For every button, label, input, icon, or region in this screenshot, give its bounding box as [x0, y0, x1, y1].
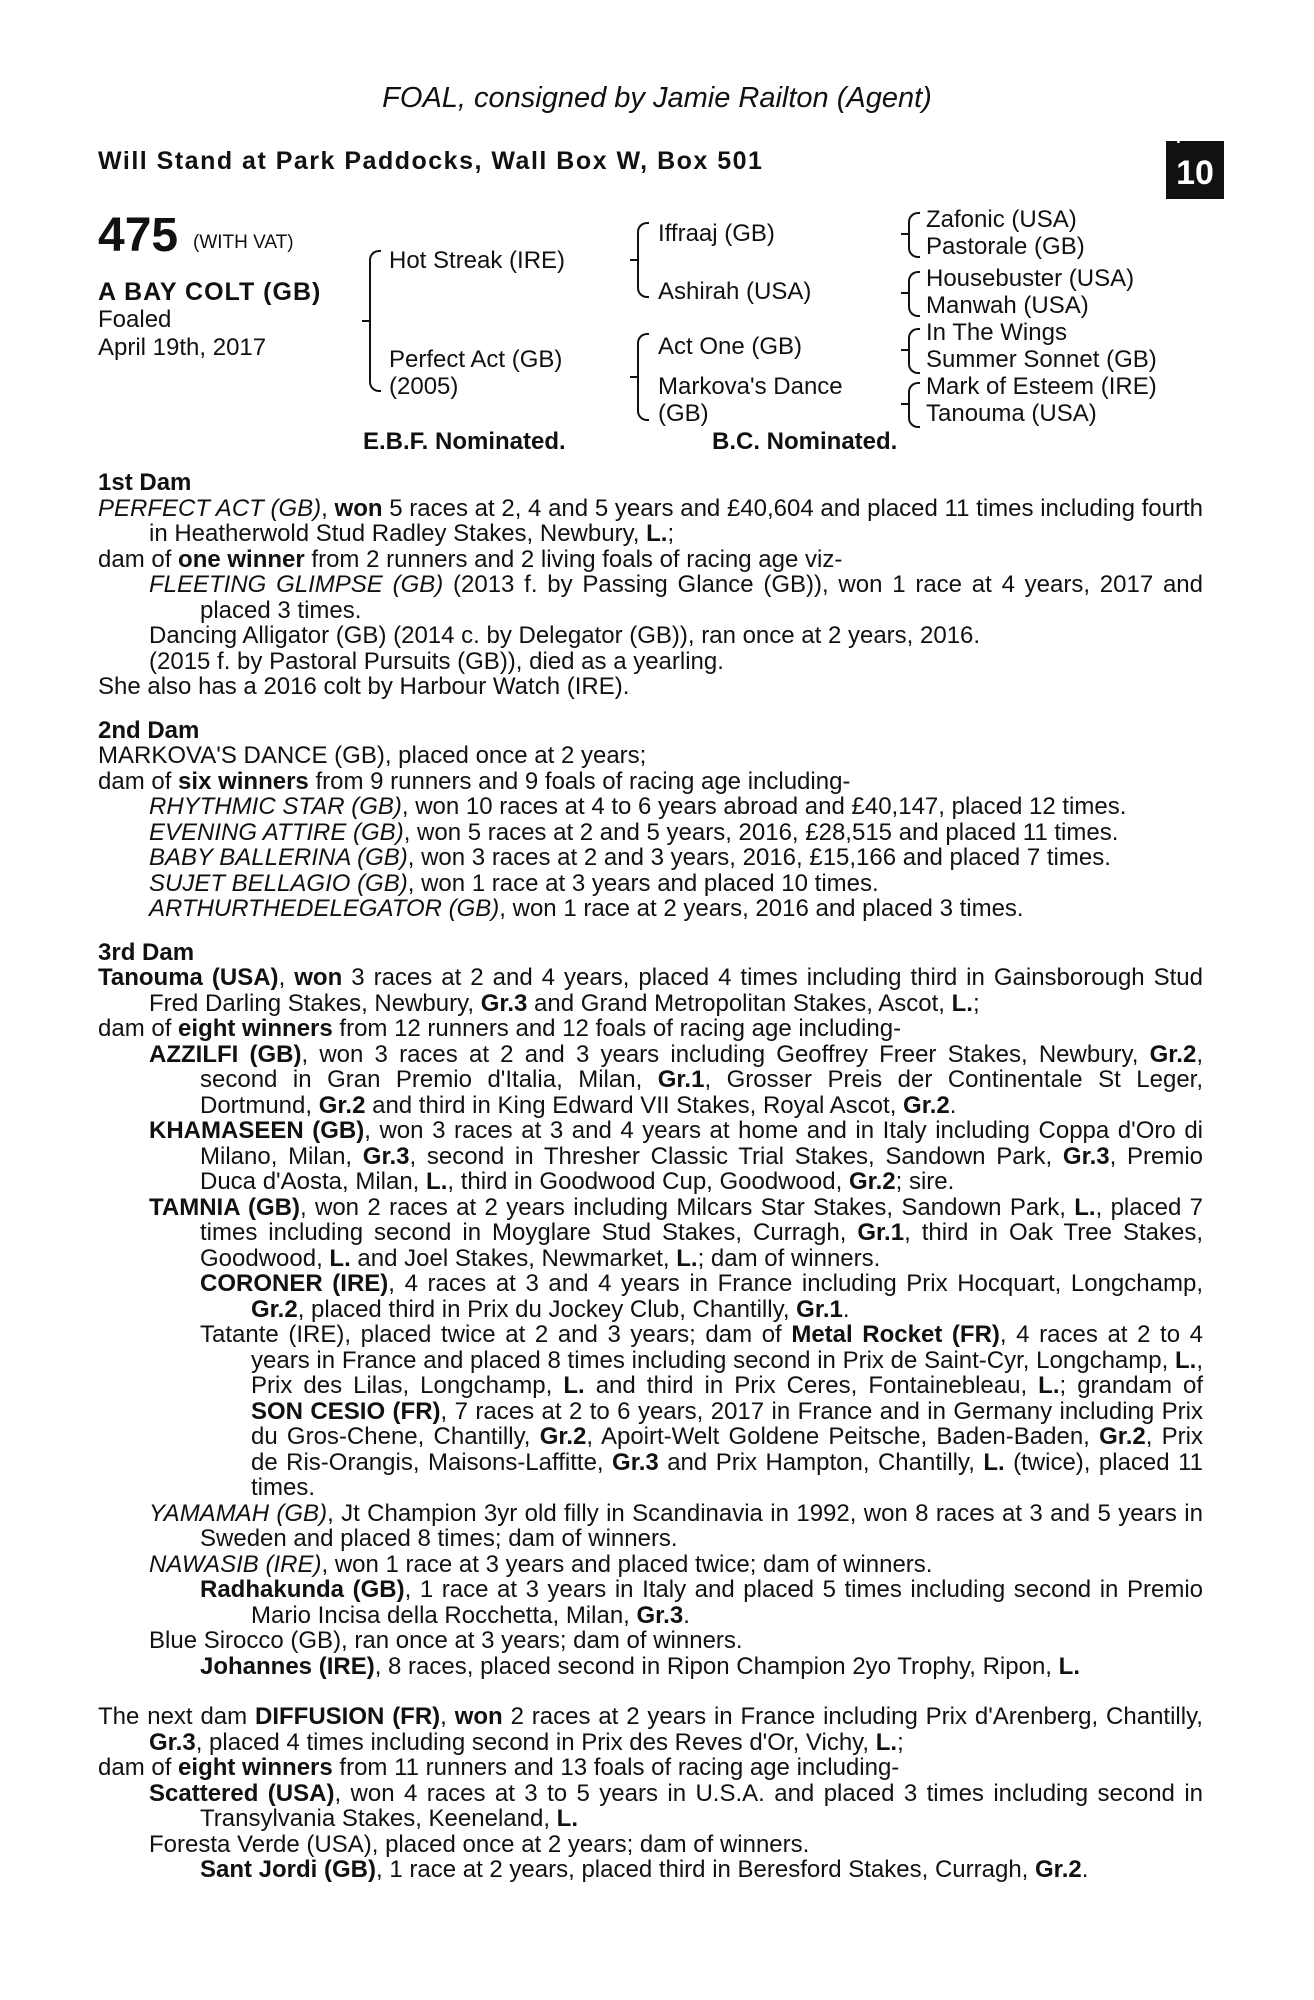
foaled-label: Foaled [98, 306, 172, 333]
lot-number: 475 [98, 209, 179, 262]
lot-badge [1166, 125, 1224, 199]
pedigree-g3: Housebuster (USA) [926, 265, 1135, 292]
produce-rhythmic-star: RHYTHMIC STAR (GB), won 10 races at 4 to 6 years abroad and £40,147, placed 12 times. [149, 793, 1127, 820]
produce-fleeting-glimpse: FLEETING GLIMPSE (GB) (2013 f. by Passing Glance (GB)), won 1 race at 4 years, 2017 and placed 3 times. [149, 571, 1203, 624]
produce-khamaseen: KHAMASEEN (GB), won 3 races at 3 and 4 years at home and in Italy including Coppa d'Oro di Milano, Milan, Gr.3, second in Thresher Classic Trial Stakes, Sandown Park, Gr.3, Premio Duca d'Aosta, Milan, L., third in Goodwood Cup, Goodwood, Gr.2; sire. [149, 1117, 1204, 1195]
produce-radhakunda: Radhakunda (GB), 1 race at 3 years in Italy and placed 5 times including second in Premio Mario Incisa della Rocchetta, Milan, Gr.3. [200, 1576, 1203, 1629]
pedigree-brace-g56 [908, 328, 920, 374]
second-dam-record: MARKOVA'S DANCE (GB), placed once at 2 years; [98, 742, 647, 769]
pedigree-brace-g34 [908, 271, 920, 317]
produce-tamnia: TAMNIA (GB), won 2 races at 2 years including Milcars Star Stakes, Sandown Park, L., placed 7 times including second in Moyglare Stud Stakes, Curragh, Gr.1, third in Oak Tree Stakes, Goodwood, L. and Joel Stakes, Newmarket, L.; dam of winners. [149, 1193, 1204, 1272]
pedigree-dam-year: (2005) [389, 373, 459, 400]
produce-scattered: Scattered (USA), won 4 races at 3 to 5 years in U.S.A. and placed 3 times including second in Transylvania Stakes, Keeneland, L. [149, 1779, 1203, 1832]
foaled-date: April 19th, 2017 [98, 334, 267, 361]
produce-arthurthedelegator: ARTHURTHEDELEGATOR (GB), won 1 race at 2 years, 2016 and placed 3 times. [149, 895, 1024, 922]
produce-yamamah: YAMAMAH (GB), Jt Champion 3yr old filly in Scandinavia in 1992, won 8 races at 3 and 5 years in Sweden and placed 8 times; dam of winners. [149, 1499, 1203, 1552]
pedigree-sire-dam: Ashirah (USA) [658, 278, 812, 305]
pedigree-dam-dam: Markova's Dance [658, 373, 843, 400]
next-dam-produce: dam of eight winners from 11 runners and 13 foals of racing age including- [98, 1754, 900, 1781]
pedigree-brace-main [369, 250, 381, 392]
pedigree-g8: Tanouma (USA) [926, 400, 1097, 427]
second-dam-produce: dam of six winners from 9 runners and 9 foals of racing age including- [98, 767, 851, 795]
pedigree-g2: Pastorale (GB) [926, 233, 1085, 260]
produce-sujet-bellagio: SUJET BELLAGIO (GB), won 1 race at 3 years and placed 10 times. [149, 869, 879, 897]
consignment-line: FOAL, consigned by Jamie Railton (Agent) [382, 82, 932, 114]
next-dam-record: The next dam DIFFUSION (FR), won 2 races at 2 years in France including Prix d'Arenberg, Chantilly, Gr.3, placed 4 times including second in Prix des Reves d'Or, Vichy, L.; [98, 1703, 1203, 1756]
pedigree-brace-dam [637, 333, 649, 421]
produce-coroner: CORONER (IRE), 4 races at 3 and 4 years in France including Prix Hocquart, Longchamp, Gr.2, placed third in Prix du Jockey Club, Chantilly, Gr.1. [200, 1270, 1203, 1323]
first-dam-record: PERFECT ACT (GB), won 5 races at 2, 4 and 5 years and £40,604 and placed 11 times including fourth in Heatherwold Stud Radley Stakes, Newbury, L.; [98, 494, 1203, 547]
vat-note: (WITH VAT) [193, 232, 294, 253]
produce-azzilfi: AZZILFI (GB), won 3 races at 2 and 3 years including Geoffrey Freer Stakes, Newbury, Gr.2, second in Gran Premio d'Italia, Milan, Gr.1, Grosser Preis der Continentale St Leger, Dortmund, Gr.2 and third in King Edward VII Stakes, Royal Ascot, Gr.2. [149, 1040, 1203, 1119]
produce-dancing-alligator: Dancing Alligator (GB) (2014 c. by Delegator (GB)), ran once at 2 years, 2016. [149, 622, 981, 649]
pedigree-g7: Mark of Esteem (IRE) [926, 373, 1157, 400]
badge-number: 10 [1176, 154, 1214, 192]
second-dam-heading: 2nd Dam [98, 716, 200, 744]
pedigree-g1: Zafonic (USA) [926, 206, 1077, 233]
pedigree-g5: In The Wings [926, 319, 1067, 346]
produce-foresta-verde: Foresta Verde (USA), placed once at 2 years; dam of winners. [149, 1830, 810, 1858]
badge-plus: + [1172, 125, 1185, 150]
pedigree-brace-sire [637, 222, 649, 298]
first-dam-heading: 1st Dam [98, 469, 192, 496]
ebf-nominated: E.B.F. Nominated. [363, 428, 566, 455]
produce-tatante: Tatante (IRE), placed twice at 2 and 3 years; dam of Metal Rocket (FR), 4 races at 2 to 4 years in France and placed 8 times including second in Prix de Saint-Cyr, Longchamp, L., Prix des Lilas, Longchamp, L. and third in Prix Ceres, Fontainebleau, L.; grandam of SON CESIO (FR), 7 races at 2 to 6 years, 2017 in France and in Germany including Prix du Gros-Chene, Chantilly, Gr.2, Apoirt-Welt Goldene Peitsche, Baden-Baden, Gr.2, Prix de Ris-Orangis, Maisons-Laffitte, Gr.3 and Prix Hampton, Chantilly, L. (twice), placed 11 times. [200, 1321, 1204, 1501]
pedigree-g6: Summer Sonnet (GB) [926, 346, 1157, 373]
pedigree-g4: Manwah (USA) [926, 292, 1089, 319]
pedigree-brace-g78 [908, 382, 920, 428]
produce-nawasib: NAWASIB (IRE), won 1 race at 3 years and placed twice; dam of winners. [149, 1550, 933, 1578]
third-dam-produce: dam of eight winners from 12 runners and 12 foals of racing age including- [98, 1015, 902, 1042]
produce-2016-colt: She also has a 2016 colt by Harbour Watch (IRE). [98, 673, 630, 700]
produce-2015-filly: (2015 f. by Pastoral Pursuits (GB)), died as a yearling. [149, 647, 724, 675]
pedigree-dam-sire: Act One (GB) [658, 333, 803, 360]
produce-johannes: Johannes (IRE), 8 races, placed second in Ripon Champion 2yo Trophy, Ripon, L. [200, 1652, 1080, 1680]
pedigree-dam-dam-suffix: (GB) [658, 400, 709, 427]
stand-location: Will Stand at Park Paddocks, Wall Box W, Box 501 [98, 147, 764, 175]
lot-title: A BAY COLT (GB) [98, 278, 322, 306]
foaled-info [98, 306, 266, 362]
first-dam-produce: dam of one winner from 2 runners and 2 living foals of racing age viz- [98, 545, 843, 573]
third-dam-heading: 3rd Dam [98, 938, 195, 966]
pedigree-brace-g12 [908, 212, 920, 258]
pedigree-sire: Hot Streak (IRE) [389, 247, 566, 274]
produce-baby-ballerina: BABY BALLERINA (GB), won 3 races at 2 and 3 years, 2016, £15,166 and placed 7 times. [149, 844, 1111, 871]
pedigree-sire-sire: Iffraaj (GB) [658, 220, 775, 247]
produce-blue-sirocco: Blue Sirocco (GB), ran once at 3 years; dam of winners. [149, 1627, 743, 1654]
produce-evening-attire: EVENING ATTIRE (GB), won 5 races at 2 and 5 years, 2016, £28,515 and placed 11 times. [149, 818, 1119, 846]
dam-records [98, 470, 1203, 1883]
produce-sant-jordi: Sant Jordi (GB), 1 race at 2 years, placed third in Beresford Stakes, Curragh, Gr.2. [200, 1856, 1089, 1883]
pedigree-dam: Perfect Act (GB) [389, 346, 563, 373]
bc-nominated: B.C. Nominated. [712, 428, 898, 455]
third-dam-record: Tanouma (USA), won 3 races at 2 and 4 years, placed 4 times including third in Gainsborough Stud Fred Darling Stakes, Newbury, Gr.3 and Grand Metropolitan Stakes, Ascot, L.; [98, 964, 1204, 1017]
